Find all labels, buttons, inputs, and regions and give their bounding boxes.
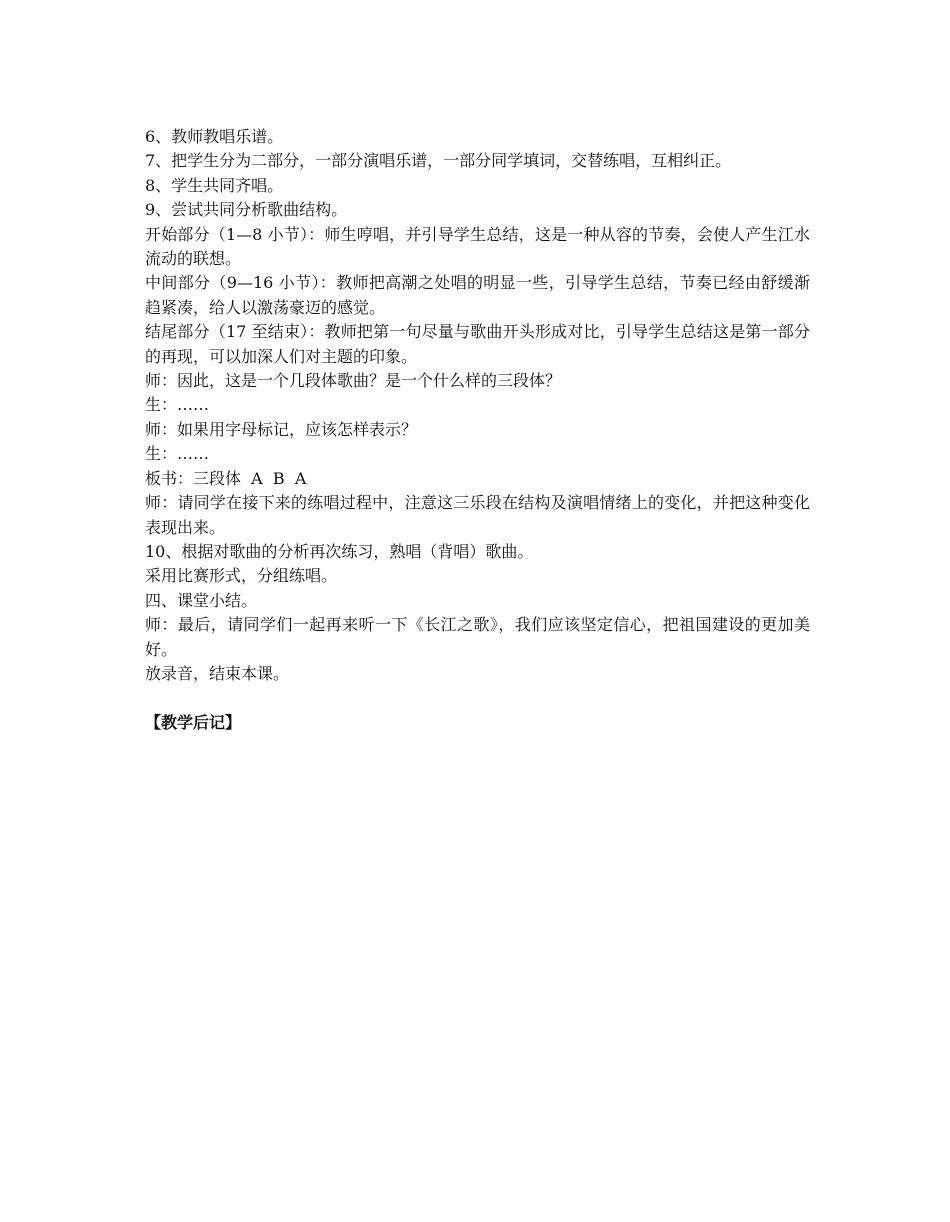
paragraph-student-answer-2: 生：…… (145, 444, 210, 464)
paragraph-teacher-instruction: 师：请同学在接下来的练唱过程中，注意这三乐段在结构及演唱情绪上的变化，并把这种变化表现出来。 (145, 493, 810, 537)
blank-line (145, 686, 810, 710)
paragraph-class-summary: 四、课堂小结。 (145, 590, 258, 610)
paragraph-step-8: 8、学生共同齐唱。 (145, 175, 284, 195)
section-heading-teaching-notes: 【教学后记】 (145, 712, 242, 732)
paragraph-step-7: 7、把学生分为二部分，一部分演唱乐谱，一部分同学填词，交替练唱，互相纠正。 (145, 151, 732, 171)
paragraph-step-9: 9、尝试共同分析歌曲结构。 (145, 200, 348, 220)
paragraph-teacher-closing: 师：最后，请同学们一起再来听一下《长江之歌》，我们应该坚定信心，把祖国建设的更加美好。 (145, 615, 810, 659)
paragraph-opening-section: 开始部分（1—8 小节）：师生哼唱，并引导学生总结，这是一种从容的节奏，会使人产生江水流动的联想。 (145, 224, 810, 269)
paragraph-teacher-question-2: 师：如果用字母标记，应该怎样表示？ (145, 419, 418, 439)
paragraph-play-recording: 放录音，结束本课。 (145, 663, 290, 683)
document-page (145, 125, 810, 735)
paragraph-step-10: 10、根据对歌曲的分析再次练习，熟唱（背唱）歌曲。 (145, 541, 534, 561)
paragraph-ending-section: 结尾部分（17 至结束）：教师把第一句尽量与歌曲开头形成对比，引导学生总结这是第一部分的再现，可以加深人们对主题的印象。 (145, 322, 810, 366)
paragraph-teacher-question-1: 师：因此，这是一个几段体歌曲？是一个什么样的三段体？ (145, 371, 562, 391)
paragraph-step-6: 6、教师教唱乐谱。 (145, 127, 284, 146)
paragraph-blackboard: 板书：三段体 A B A (145, 468, 307, 488)
paragraph-middle-section: 中间部分（9—16 小节）：教师把高潮之处唱的明显一些，引导学生总结，节奏已经由舒缓渐趋紧凑，给人以激荡豪迈的感觉。 (145, 273, 810, 317)
paragraph-competition: 采用比赛形式，分组练唱。 (145, 566, 338, 586)
paragraph-student-answer-1: 生：…… (145, 395, 210, 415)
